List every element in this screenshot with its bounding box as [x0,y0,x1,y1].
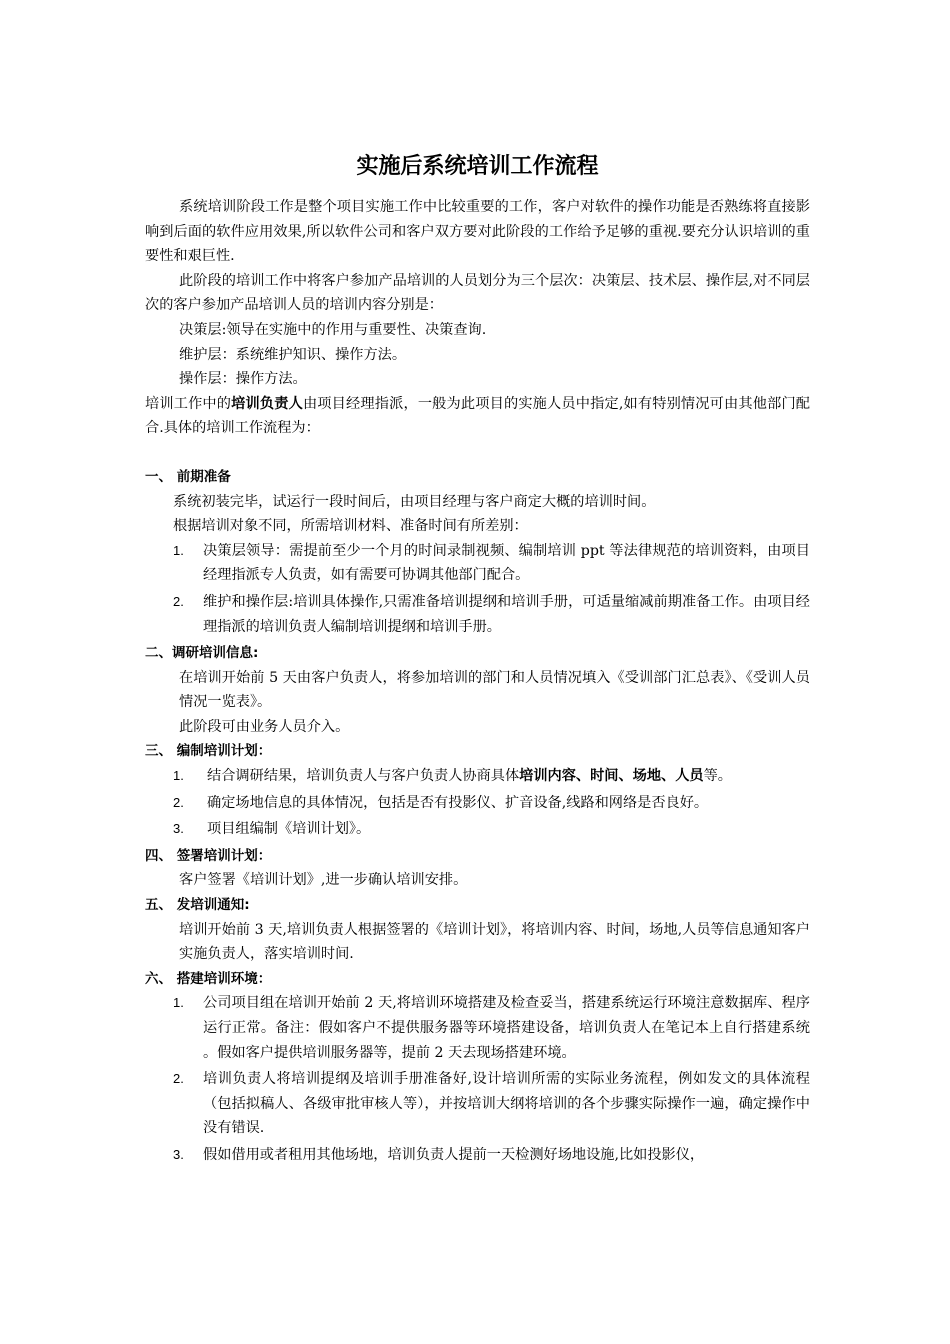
list-item [145,1143,810,1168]
list-item [145,764,810,789]
document-title: 实施后系统培训工作流程 [356,154,599,179]
list-number: 2. [173,593,184,609]
intro-paragraph-1: 系统培训阶段工作是整个项目实施工作中比较重要的工作，客户对软件的操作功能是否熟练将直接影响到后面的软件应用效果,所以软件公司和客户双方要对此阶段的工作给予足够的重视.要充分认识培训的重要性和艰巨性. [145,199,810,265]
section-heading-5: 五、 发培训通知: [145,897,250,914]
section-5-line-1: 培训开始前 3 天,培训负责人根据签署的《培训计划》，将培训内容、时间，场地,人员等信息通知客户实施负责人，落实培训时间. [179,921,810,963]
section-2-line-1: 在培训开始前 5 天由客户负责人，将参加培训的部门和人员情况填入《受训部门汇总表》、《受训人员情况一览表》。 [179,669,810,711]
list-number: 1. [173,542,184,558]
list-item [145,1067,810,1141]
list-text-after: 等。 [703,768,732,785]
list-item [145,590,810,639]
section-heading-3: 三、 编制培训计划： [145,743,272,760]
lead-before: 培训工作中的 [145,395,232,412]
spacer [145,441,810,465]
list-text: 假如借用或者租用其他场地，培训负责人提前一天检测好场地设施,比如投影仪， [203,1146,705,1163]
section-1-line-2: 根据培训对象不同，所需培训材料、准备时间有所差别： [173,518,528,535]
list-text-bold: 培训内容、时间、场地、人员 [519,768,704,785]
list-item [145,991,810,1065]
list-text-before: 结合调研结果，培训负责人与客户负责人协商具体 [207,768,520,785]
lead-bold: 培训负责人 [231,395,303,412]
list-text: 确定场地信息的具体情况，包括是否有投影仪、扩音设备,线路和网络是否良好。 [207,794,709,811]
section-3-list [145,764,810,842]
list-text: 公司项目组在培训开始前 2 天,将培训环境搭建及检查妥当，搭建系统运行环境注意数据库、程序运行正常。备注：假如客户不提供服务器等环境搭建设备，培训负责人在笔记本上自行搭建系统 。假如客户提供培训服务器等，提前 2 天去现场搭建环境。 [203,995,810,1061]
list-item [145,791,810,816]
list-number: 1. [173,768,184,784]
intro-level-operation: 操作层：操作方法。 [179,371,307,388]
list-text: 项目组编制《培训计划》。 [207,821,371,838]
intro-level-decision: 决策层:领导在实施中的作用与重要性、决策查询. [179,321,487,338]
section-1-line-1: 系统初装完毕，试运行一段时间后，由项目经理与客户商定大概的培训时间。 [173,493,656,510]
list-number: 1. [173,995,184,1011]
list-number: 2. [173,1071,184,1087]
section-heading-1: 一、 前期准备 [145,468,231,485]
section-6-list [145,991,810,1167]
list-number: 3. [173,1146,184,1162]
section-1-list [145,539,810,639]
document-body [145,150,810,1170]
list-number: 2. [173,794,184,810]
list-item [145,817,810,842]
list-number: 3. [173,821,184,837]
intro-paragraph-2: 此阶段的培训工作中将客户参加产品培训的人员划分为三个层次：决策层、技术层、操作层,对不同层次的客户参加产品培训人员的培训内容分别是： [145,272,810,314]
list-text: 培训负责人将培训提纲及培训手册准备好,设计培训所需的实际业务流程，例如发文的具体流程（包括拟稿人、各级审批审核人等），并按培训大纲将培训的各个步骤实际操作一遍，确定操作中没有错误. [203,1071,810,1137]
list-item [145,539,810,588]
lead-after: 由项目经理指派，一般为此项目的实施人员中指定,如有特别情况可由其他部门配合.具体的培训工作流程为： [145,395,810,437]
section-4-line-1: 客户签署《培训计划》,进一步确认培训安排。 [179,872,468,889]
list-text: 维护和操作层:培训具体操作,只需准备培训提纲和培训手册，可适量缩减前期准备工作。由项目经理指派的培训负责人编制培训提纲和培训手册。 [203,593,810,635]
section-2-line-2: 此阶段可由业务人员介入。 [179,718,350,735]
lead-paragraph [145,392,810,441]
section-heading-4: 四、 签署培训计划： [145,847,272,864]
section-heading-2: 二、调研培训信息: [145,645,259,662]
intro-level-maintenance: 维护层：系统维护知识、操作方法。 [179,346,407,363]
list-text: 决策层领导：需提前至少一个月的时间录制视频、编制培训 ppt 等法律规范的培训资料，由项目经理指派专人负责，如有需要可协调其他部门配合。 [203,542,810,584]
section-heading-6: 六、 搭建培训环境： [145,970,272,987]
